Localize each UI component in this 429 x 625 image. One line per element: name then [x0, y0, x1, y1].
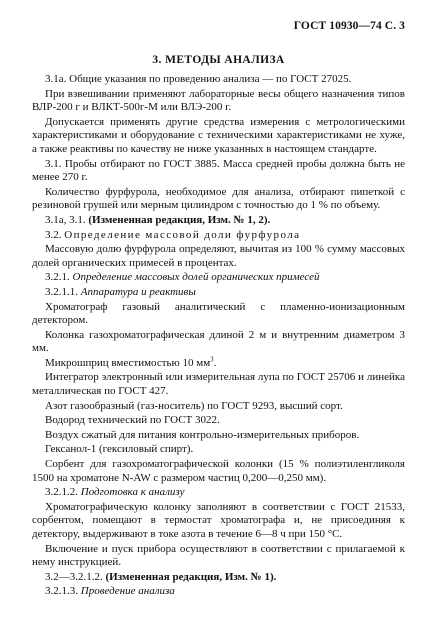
paragraph-integrator: Интегратор электронный или измерительная лупа по ГОСТ 25706 и линейка металлическая по ГОСТ 427. [32, 371, 405, 398]
paragraph-scales: При взвешивании применяют лабораторные весы общего назначения типов ВЛР-200 г и ВЛКТ-500г-М или ВЛЭ-200 г. [32, 87, 405, 114]
unit-superscript: 3 [210, 355, 214, 364]
clause-number: 3.2. [45, 228, 65, 241]
paragraph-furfural-quantity: Количество фурфурола, необходимое для анализа, отбирают пипеткой с резиновой грушей или мерным цилиндром с точностью до 1 % по объему. [32, 185, 405, 212]
clause-title-italic: Определение массовых долей органических примесей [72, 271, 320, 284]
sentence-end: . [213, 356, 217, 369]
paragraph-sorbent: Сорбент для газохроматографической колонки (15 % полиэтиленгликоля 1500 на хроматоне N-AW с размером частиц 0,200—0,250 мм). [32, 458, 405, 484]
clause-title-italic: Проведение анализа [80, 585, 175, 598]
microsyringe-text: Микрошприц вместимостью 10 мм [45, 356, 211, 369]
heading-3-2-1-3 [32, 585, 405, 599]
heading-3-2-1-2 [32, 486, 405, 500]
paragraph-amendment-1 [32, 571, 405, 585]
paragraph-3-1: 3.1. Пробы отбирают по ГОСТ 3885. Масса средней пробы должна быть не менее 270 г. [32, 157, 405, 184]
paragraph-amendment-1-2 [32, 214, 405, 228]
heading-3-2 [32, 229, 405, 243]
paragraph-device-start: Включение и пуск прибора осуществляют в соответствии с прилагаемой к нему инструкцией. [32, 542, 405, 569]
clause-number: 3.2.1.3. [45, 585, 81, 598]
clause-title-italic: Подготовка к анализу [80, 486, 185, 499]
amendment-note: (Измененная редакция, Изм. № 1, 2). [88, 213, 271, 226]
section-title: 3. МЕТОДЫ АНАЛИЗА [152, 54, 285, 66]
paragraph-hydrogen: Водород технический по ГОСТ 3022. [45, 414, 220, 427]
amendment-note: (Измененная редакция, Изм. № 1). [105, 570, 277, 583]
paragraph-column-filling: Хроматографическую колонку заполняют в соответствии с ГОСТ 21533, сорбентом, помещают в термостат хроматографа и, не присоединяя к детектору, выдерживают в токе азота в течение 6—8 ч при 150 °С. [32, 500, 405, 540]
paragraph-nitrogen: Азот газообразный (газ-носитель) по ГОСТ 9293, высший сорт. [45, 399, 343, 412]
clause-number: 3.2.1.2. [45, 486, 81, 499]
document-page [32, 20, 405, 600]
amendment-number: 3.1а, 3.1. [45, 213, 89, 226]
paragraph-microsyringe [32, 357, 405, 371]
clause-title-spaced: Определение массовой доли фурфурола [64, 228, 301, 241]
paragraph-other-instruments: Допускается применять другие средства измерения с метрологическими характеристиками и оборудование с техническими характеристиками не хуже, а также реактивы по качеству не ниже указанных в настоящем стандарте. [32, 115, 405, 155]
heading-3-2-1-1 [32, 286, 405, 300]
amendment-number: 3.2—3.2.1.2. [45, 570, 106, 583]
paragraph-mass-fraction: Массовую долю фурфурола определяют, вычитая из 100 % сумму массовых долей органических примесей в процентах. [32, 243, 405, 269]
heading-3-2-1 [32, 271, 405, 285]
clause-title-italic: Аппаратура и реактивы [80, 285, 196, 298]
paragraph-3-1a: 3.1а. Общие указания по проведению анализа — по ГОСТ 27025. [45, 73, 352, 85]
paragraph-hexanol: Гексанол-1 (гексиловый спирт). [45, 443, 194, 456]
clause-number: 3.2.1.1. [45, 285, 81, 298]
running-head: ГОСТ 10930—74 С. 3 [293, 20, 405, 32]
paragraph-air: Воздух сжатый для питания контрольно-измерительных приборов. [45, 428, 360, 441]
paragraph-chromatograph: Хроматограф газовый аналитический с пламенно-ионизационным детектором. [32, 300, 405, 327]
clause-number: 3.2.1. [45, 271, 73, 284]
paragraph-column: Колонка газохроматографическая длиной 2 м и внутренним диаметром 3 мм. [32, 328, 405, 355]
